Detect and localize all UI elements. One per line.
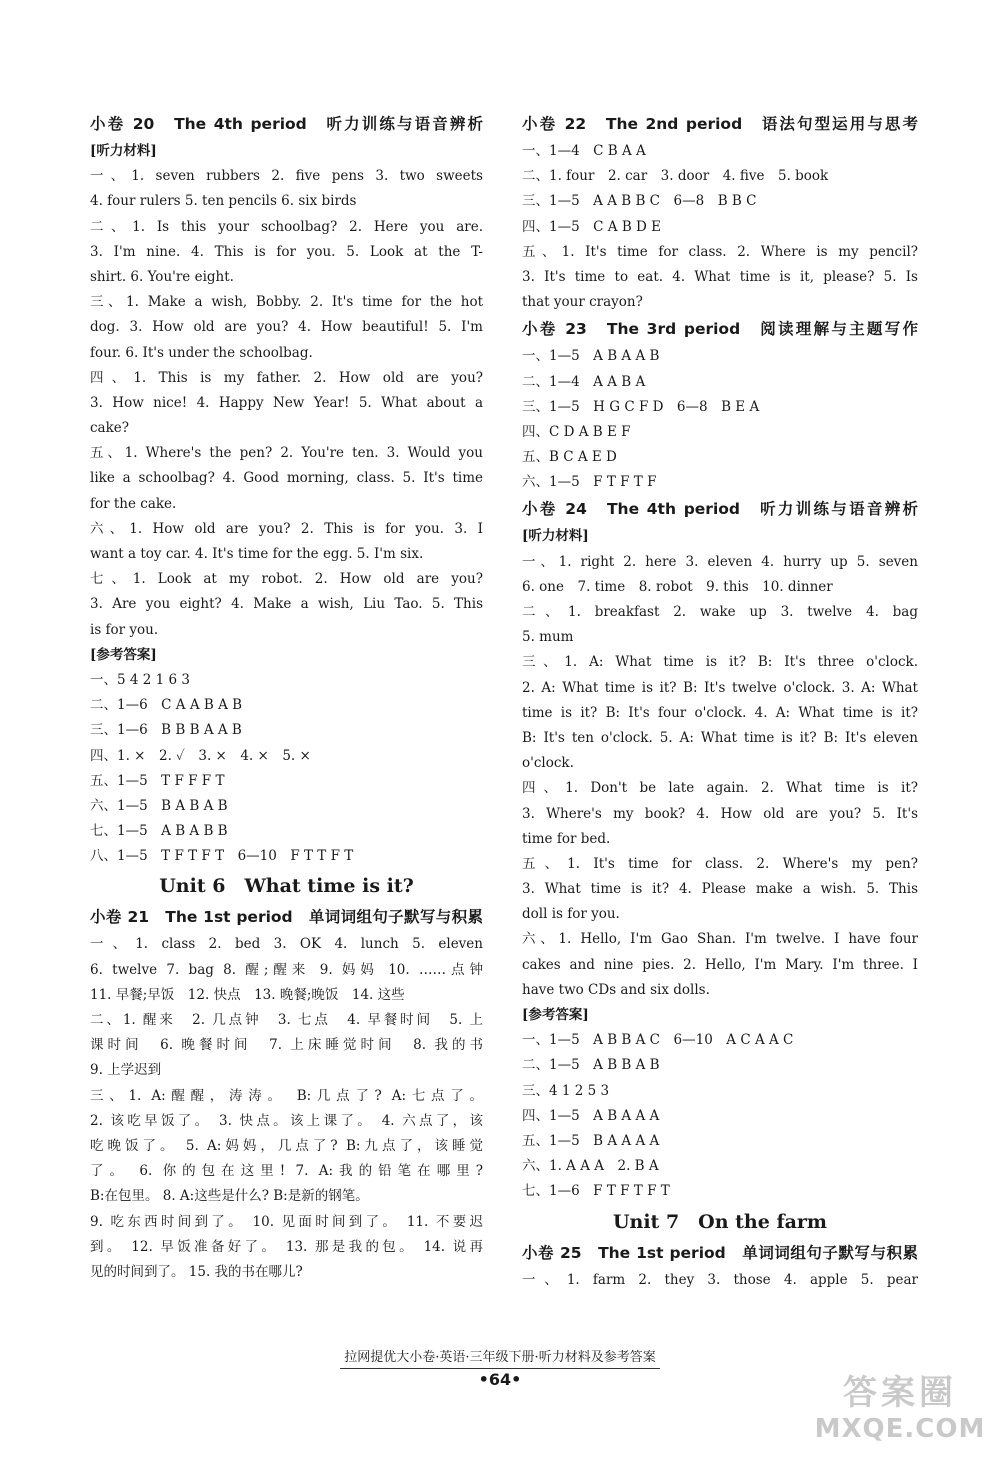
text-line: that your crayon? <box>522 294 643 311</box>
text-line: 三、1. A:醒醒，涛涛。 B:几点了? A:七点了。 <box>90 1087 483 1104</box>
text-line: 二、1. breakfast 2. wake up 3. twelve 4. bag <box>522 604 918 620</box>
text-line: 5. mum <box>522 629 574 646</box>
text-line: 6. twelve 7. bag 8. 醒;醒来 9. 妈妈 10. ……点钟 <box>90 961 483 978</box>
text-line: 9. 吃东西时间到了。 10. 见面时间到了。 11. 不要迟 <box>90 1213 483 1230</box>
text-line: 四、1. × 2. ✓ 3. × 4. × 5. × <box>90 747 311 764</box>
section-tag: [听力材料] <box>90 143 157 159</box>
text-line: 七、1. Look at my robot. 2. How old are you? <box>90 571 483 588</box>
right-column <box>522 110 918 1293</box>
text-line: 2. 该吃早饭了。 3. 快点。该上课了。 4. 六点了，该 <box>90 1112 483 1129</box>
section-heading: 小卷 25 The 1st period 单词词组句子默写与积累 <box>522 1243 918 1262</box>
text-line: 六、1—5 B A B A B <box>90 797 228 814</box>
text-line: 4. four rulers 5. ten pencils 6. six birds <box>90 193 357 210</box>
text-line: 三、1—5 H G C F D 6—8 B E A <box>522 398 760 415</box>
text-line: 四、1—5 C A B D E <box>522 218 662 235</box>
text-line: cake? <box>90 420 130 437</box>
section-tag: [听力材料] <box>522 528 589 545</box>
text-line: 六、1. A A A 2. B A <box>522 1158 659 1175</box>
text-line: 6. one 7. time 8. robot 9. this 10. dinner <box>522 578 833 595</box>
footer <box>0 1348 1000 1369</box>
text-line: 一、1. class 2. bed 3. OK 4. lunch 5. eleven <box>90 936 483 953</box>
section-tag: [参考答案] <box>522 1007 589 1023</box>
text-line: 一、1—5 A B B A C 6—10 A C A A C <box>522 1032 794 1049</box>
text-line: 吃晚饭了。 5. A:妈妈，几点了? B:九点了，该睡觉 <box>90 1137 483 1154</box>
section-heading: 小卷 22 The 2nd period 语法句型运用与思考 <box>522 115 918 133</box>
text-line: 三、1. Make a wish, Bobby. 2. It's time for the hot <box>90 294 483 311</box>
text-line: 3. It's time to eat. 4. What time is it, please? 5. Is <box>522 268 918 285</box>
text-line: like a schoolbag? 4. Good morning, class. 5. It's time <box>90 470 483 487</box>
text-line: 3. I'm nine. 4. This is for you. 5. Look at the T- <box>90 243 483 260</box>
text-line: 见的时间到了。 15. 我的书在哪儿? <box>90 1263 303 1280</box>
text-line: doll is for you. <box>522 906 620 923</box>
watermark-url: MXQE.COM <box>814 1414 986 1444</box>
text-line: time for bed. <box>522 830 611 847</box>
section-tag: [参考答案] <box>90 646 157 663</box>
text-line: 五、1. It's time for class. 2. Where is my pencil? <box>522 243 918 260</box>
text-line: o'clock. <box>522 755 574 772</box>
section-heading: 小卷 21 The 1st period 单词词组句子默写与积累 <box>90 908 483 927</box>
text-line: is for you. <box>90 621 159 638</box>
text-line: 三、1. A: What time is it? B: It's three o'clock. <box>522 654 918 671</box>
text-line: 六、1. How old are you? 2. This is for you. 3. I <box>90 520 483 537</box>
section-heading: 小卷 24 The 4th period 听力训练与语音辨析 <box>522 500 918 519</box>
watermark-logo <box>805 1372 995 1452</box>
text-line: 了。 6. 你的包在这里! 7. A:我的铅笔在哪里? <box>90 1163 483 1180</box>
text-line: shirt. 6. You're eight. <box>90 268 234 285</box>
text-line: 三、1—5 A A B B C 6—8 B B C <box>522 193 757 210</box>
text-line: 二、1—6 C A A B A B <box>90 697 243 714</box>
text-line: for the cake. <box>90 495 177 512</box>
text-line: 3. What time is it? 4. Please make a wish. 5. This <box>522 881 918 898</box>
text-line: 9. 上学迟到 <box>90 1062 162 1079</box>
text-line: 七、1—5 A B A B B <box>90 823 228 840</box>
text-line: 二、1. Is this your schoolbag? 2. Here you are. <box>90 218 483 235</box>
text-line: four. 6. It's under the schoolbag. <box>90 344 313 361</box>
text-line: 五、1—5 B A A A A <box>522 1132 660 1149</box>
unit-title: Unit 6 What time is it? <box>159 875 414 898</box>
text-line: 四、1. Don't be late again. 2. What time is it? <box>522 780 918 797</box>
text-line: 一、5 4 2 1 6 3 <box>90 671 190 688</box>
text-line: cakes and nine pies. 2. Hello, I'm Mary. I'm three. I <box>522 956 918 973</box>
text-line: 四、C D A B E F <box>522 423 631 440</box>
text-line: 五、1—5 T F F F T <box>90 772 225 789</box>
text-line: B: It's ten o'clock. 5. A: What time is it? B: It's eleven <box>522 729 918 746</box>
text-line: 四、1. This is my father. 2. How old are you? <box>90 369 483 386</box>
text-line: 五、1. It's time for class. 2. Where's my pen? <box>522 855 918 872</box>
text-line: 2. A: What time is it? B: It's twelve o'clock. 3. A: What <box>522 679 918 696</box>
text-line: 五、B C A E D <box>522 449 617 466</box>
text-line: 11. 早餐;早饭 12. 快点 13. 晚餐;晚饭 14. 这些 <box>90 986 405 1003</box>
text-line: 二、1—5 A B B A B <box>522 1057 660 1074</box>
text-line: 3. Are you eight? 4. Make a wish, Liu Tao. 5. This <box>90 596 483 613</box>
text-line: 到。 12. 早饭准备好了。 13. 那是我的包。 14. 说再 <box>90 1238 483 1255</box>
left-column <box>90 110 483 1285</box>
text-line: 一、1—4 C B A A <box>522 143 646 159</box>
text-line: B:在包里。 8. A:这些是什么? B:是新的钢笔。 <box>90 1188 369 1205</box>
text-line: 3. Where's my book? 4. How old are you? 5. It's <box>522 805 918 822</box>
section-heading: 小卷 23 The 3rd period 阅读理解与主题写作 <box>522 320 918 339</box>
text-line: 一、1. right 2. here 3. eleven 4. hurry up 5. seven <box>522 553 918 570</box>
text-line: 三、1—6 B B B A A B <box>90 722 242 739</box>
text-line: 3. How nice! 4. Happy New Year! 5. What about a <box>90 394 483 411</box>
text-line: 二、1. 醒来 2. 几点钟 3. 七点 4. 早餐时间 5. 上 <box>90 1012 483 1028</box>
text-line: 一、1—5 A B A A B <box>522 348 660 365</box>
text-line: 一、1. farm 2. they 3. those 4. apple 5. pear <box>522 1271 918 1288</box>
text-line: 二、1. four 2. car 3. door 4. five 5. book <box>522 168 829 185</box>
section-heading: 小卷 20 The 4th period 听力训练与语音辨析 <box>90 115 483 133</box>
text-line: 六、1—5 F T F T F <box>522 474 657 491</box>
text-line: 七、1—6 F T F T F T <box>522 1183 670 1200</box>
text-line: want a toy car. 4. It's time for the egg. 5. I'm six. <box>90 546 424 562</box>
text-line: 二、1—4 A A B A <box>522 373 646 390</box>
text-line: 四、1—5 A B A A A <box>522 1107 660 1124</box>
text-line: 三、4 1 2 5 3 <box>522 1082 610 1099</box>
text-line: 六、1. Hello, I'm Gao Shan. I'm twelve. I have four <box>522 931 918 948</box>
text-line: time is it? B: It's four o'clock. 4. A: What time is it? <box>522 704 918 721</box>
text-line: have two CDs and six dolls. <box>522 981 710 998</box>
unit-title: Unit 7 On the farm <box>612 1210 828 1233</box>
text-line: 八、1—5 T F T F T 6—10 F T T F T <box>90 848 354 865</box>
footer-title: 拉网提优大小卷·英语·三年级下册·听力材料及参考答案 <box>340 1348 659 1369</box>
page-number: •64• <box>478 1370 522 1389</box>
text-line: dog. 3. How old are you? 4. How beautiful! 5. I'm <box>90 319 483 336</box>
text-line: 课时间 6. 晚餐时间 7. 上床睡觉时间 8. 我的书 <box>90 1037 483 1054</box>
watermark-text: 答案圈 <box>843 1373 957 1413</box>
text-line: 五、1. Where's the pen? 2. You're ten. 3. Would you <box>90 445 483 462</box>
text-line: 一、1. seven rubbers 2. five pens 3. two sweets <box>90 168 483 185</box>
